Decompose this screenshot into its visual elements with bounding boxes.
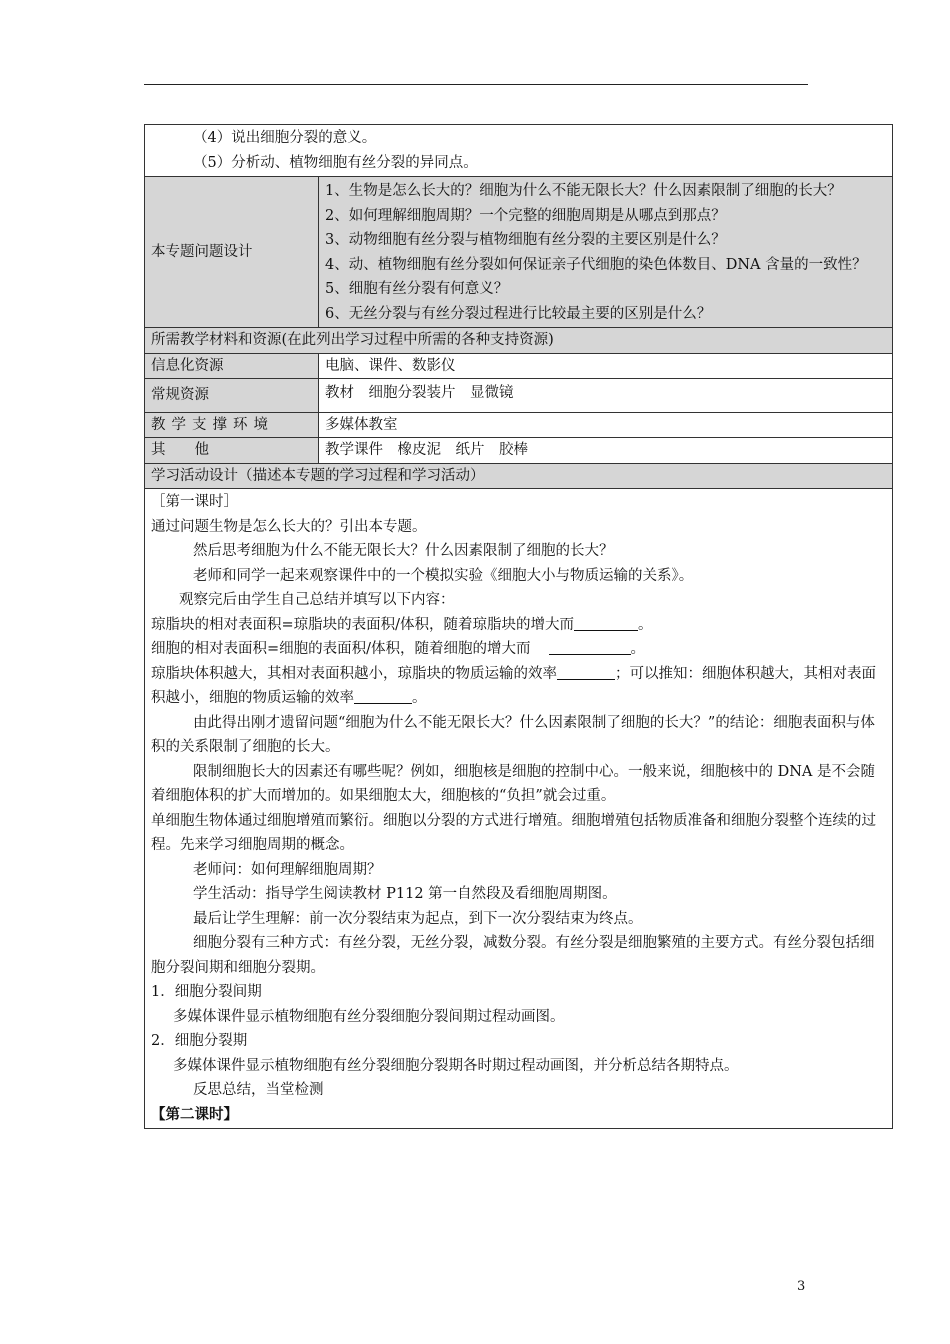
- page-number: 3: [797, 1279, 806, 1294]
- question-item: 6、无丝分裂与有丝分裂过程进行比较最主要的区别是什么？: [325, 305, 712, 322]
- resource-row: [145, 438, 893, 464]
- answer-blank: [557, 665, 615, 680]
- resource-label: 其 他: [145, 438, 319, 464]
- paragraph: 由此得出刚才遗留问题“细胞为什么不能无限长大？什么因素限制了细胞的长大？”的结论：细胞表面积与体积的关系限制了细胞的长大。: [151, 714, 875, 755]
- questions-row: [145, 177, 893, 328]
- resource-value: 教材 细胞分裂装片 显微镜: [319, 379, 893, 413]
- resource-label: 教学支撑环境: [145, 412, 319, 438]
- section-heading: 2．细胞分裂期: [151, 1033, 248, 1049]
- answer-blank: [549, 640, 631, 655]
- answer-blank: [354, 689, 412, 704]
- lesson-plan-table: [144, 124, 893, 1129]
- resource-value: 教学课件 橡皮泥 纸片 胶棒: [319, 438, 893, 464]
- resource-row: [145, 353, 893, 379]
- objective-item: （4）说出细胞分裂的意义。: [193, 130, 377, 146]
- section-heading: 1．细胞分裂间期: [151, 984, 262, 1000]
- resource-label: 信息化资源: [145, 353, 319, 379]
- objectives-row: [145, 125, 893, 177]
- paragraph: 限制细胞长大的因素还有哪些呢？例如，细胞核是细胞的控制中心。一般来说，细胞核中的 DNA 是不会随着细胞体积的扩大而增加的。如果细胞太大，细胞核的“负担”就会过重。: [151, 763, 875, 804]
- question-item: 2、如何理解细胞周期？一个完整的细胞周期是从哪点到那点？: [325, 207, 726, 224]
- paragraph: 老师和同学一起来观察课件中的一个模拟实验《细胞大小与物质运输的关系》。: [193, 567, 694, 584]
- lesson-two-marker: 【第二课时】: [151, 1105, 238, 1123]
- resources-heading-row: [145, 328, 893, 354]
- question-item: 1、生物是怎么长大的？细胞为什么不能无限长大？什么因素限制了细胞的长大？: [325, 183, 842, 199]
- activity-heading-row: [145, 463, 893, 489]
- paragraph: 然后思考细胞为什么不能无限长大？什么因素限制了细胞的长大？: [193, 543, 614, 559]
- paragraph: 老师问：如何理解细胞周期？: [193, 861, 382, 878]
- questions-label: 本专题问题设计: [145, 177, 319, 328]
- lesson-one-marker: ［第一课时］: [151, 494, 238, 510]
- question-item: 5、细胞有丝分裂有何意义？: [325, 281, 509, 297]
- paragraph: 多媒体课件显示植物细胞有丝分裂细胞分裂间期过程动画图。: [173, 1008, 565, 1025]
- paragraph: 细胞分裂有三种方式：有丝分裂，无丝分裂，减数分裂。有丝分裂是细胞繁殖的主要方式。有丝分裂包括细胞分裂间期和细胞分裂期。: [151, 935, 875, 976]
- objective-item: （5）分析动、植物细胞有丝分裂的异同点。: [193, 154, 478, 171]
- activity-body-row: [145, 489, 893, 1129]
- fill-in-line: 细胞的相对表面积=细胞的表面积/体积，随着细胞的增大而 。: [151, 641, 646, 657]
- paragraph: 观察完后由学生自己总结并填写以下内容：: [179, 592, 455, 608]
- resource-value: 电脑、课件、数影仪: [319, 353, 893, 379]
- header-rule: [144, 84, 808, 85]
- paragraph: 反思总结，当堂检测: [193, 1082, 324, 1098]
- paragraph: 学生活动：指导学生阅读教材 P112 第一自然段及看细胞周期图。: [193, 886, 617, 902]
- question-item: 4、动、植物细胞有丝分裂如何保证亲子代细胞的染色体数目、DNA 含量的一致性？: [325, 256, 867, 273]
- question-item: 3、动物细胞有丝分裂与植物细胞有丝分裂的主要区别是什么？: [325, 232, 726, 248]
- fill-in-line: 琼脂块的相对表面积=琼脂块的表面积/体积，随着琼脂块的增大而 。: [151, 616, 653, 633]
- resource-row: [145, 412, 893, 438]
- resource-value: 多媒体教室: [319, 412, 893, 438]
- answer-blank: [574, 616, 638, 631]
- resource-label: 常规资源: [145, 379, 319, 413]
- paragraph: 通过问题生物是怎么长大的？引出本专题。: [151, 518, 427, 535]
- resources-heading: 所需教学材料和资源(在此列出学习过程中所需的各种支持资源): [145, 328, 893, 354]
- paragraph: 多媒体课件显示植物细胞有丝分裂细胞分裂期各时期过程动画图，并分析总结各期特点。: [173, 1057, 739, 1074]
- paragraph: 单细胞生物体通过细胞增殖而繁衍。细胞以分裂的方式进行增殖。细胞增殖包括物质准备和细胞分裂整个连续的过程。先来学习细胞周期的概念。: [151, 812, 876, 853]
- resource-row: [145, 379, 893, 413]
- paragraph: 最后让学生理解：前一次分裂结束为起点，到下一次分裂结束为终点。: [193, 910, 643, 927]
- fill-in-line: 琼脂块体积越大，其相对表面积越小，琼脂块的物质运输的效率 ；可以推知：细胞体积越大，其相对表面积越小，细胞的物质运输的效率 。: [151, 665, 876, 706]
- activity-heading: 学习活动设计（描述本专题的学习过程和学习活动）: [145, 463, 893, 489]
